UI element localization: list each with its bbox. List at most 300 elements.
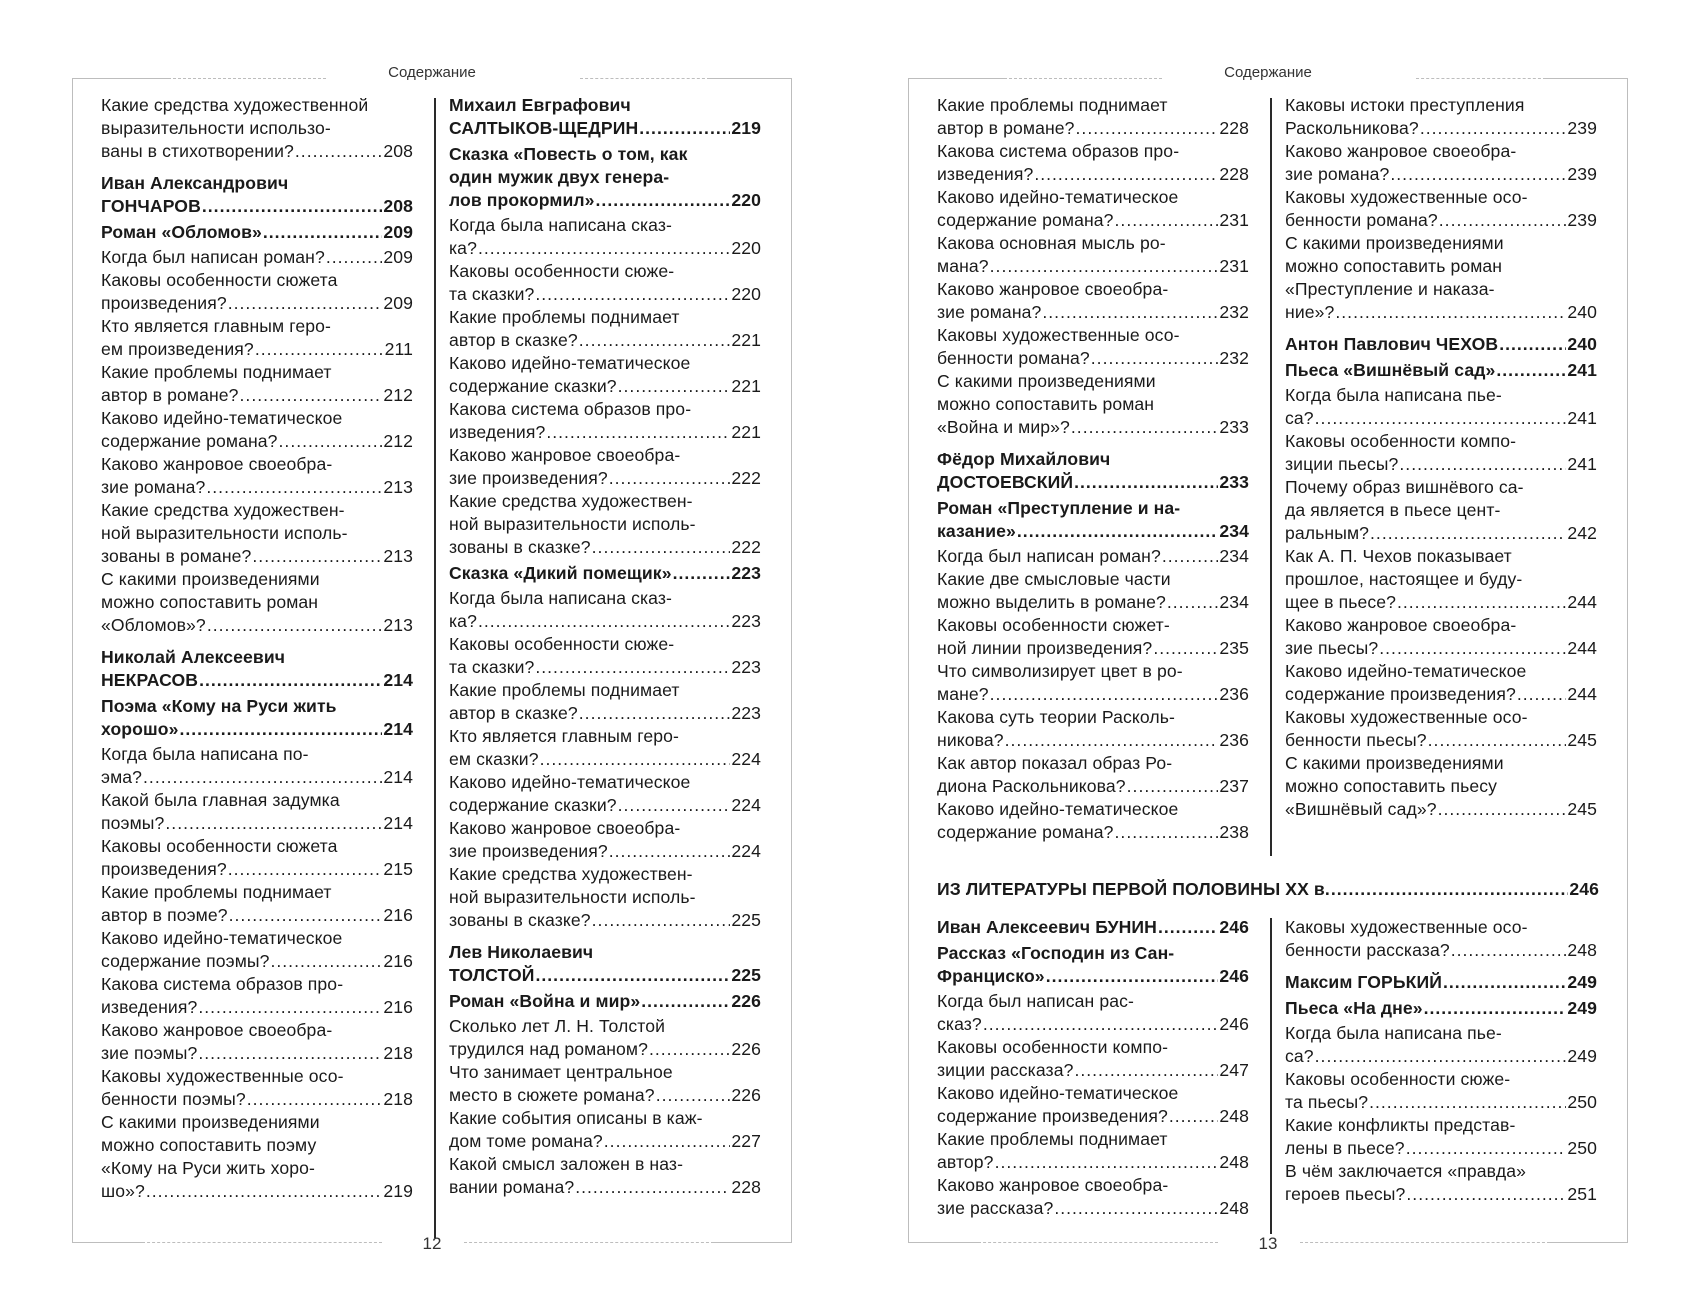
toc-page-number: 231 — [1219, 210, 1249, 230]
toc-author — [101, 172, 413, 218]
toc-page-number: 226 — [731, 991, 761, 1011]
toc-question — [937, 545, 1249, 568]
toc-page-number: 219 — [731, 118, 761, 138]
toc-entry-line: зие пьесы? — [1285, 638, 1379, 658]
dot-leader — [609, 840, 731, 863]
dot-leader — [199, 669, 382, 692]
toc-question — [937, 990, 1249, 1036]
toc-entry-line: зие произведения? — [449, 468, 608, 488]
dot-leader — [228, 858, 383, 881]
toc-question — [937, 614, 1249, 660]
toc-page-number: 248 — [1219, 1106, 1249, 1126]
toc-question — [101, 315, 413, 361]
toc-question — [449, 863, 761, 932]
toc-entry-line: трудился над романом? — [449, 1039, 649, 1059]
column-divider — [1270, 98, 1272, 856]
toc-page-number: 239 — [1567, 164, 1597, 184]
toc-entry-line: та пьесы? — [1285, 1092, 1369, 1112]
toc-entry-line: бенности поэмы? — [101, 1089, 246, 1109]
dot-leader — [1399, 453, 1566, 476]
toc-page-number: 222 — [731, 537, 761, 557]
toc-page-number: 218 — [383, 1089, 413, 1109]
toc-entry-line: изведения? — [449, 422, 546, 442]
toc-entry-line: зие романа? — [937, 302, 1042, 322]
toc-question — [101, 453, 413, 499]
toc-entry-line: Каково идейно-тематическое — [937, 799, 1179, 819]
toc-entry-line: поэмы? — [101, 813, 165, 833]
toc-page-number: 248 — [1219, 1198, 1249, 1218]
toc-entry-line: Каковы особенности сюже- — [449, 634, 675, 654]
toc-entry-line: Роман «Война и мир» — [449, 991, 641, 1011]
section-heading — [937, 878, 1599, 901]
dot-leader — [990, 255, 1219, 278]
toc-author — [449, 94, 761, 140]
toc-entry-line: ГОНЧАРОВ — [101, 196, 201, 216]
toc-entry-line: эма? — [101, 767, 143, 787]
toc-entry-line: Каковы истоки преступления — [1285, 95, 1525, 115]
toc-entry-line: Что занимает центральное — [449, 1062, 673, 1082]
dot-leader — [143, 766, 382, 789]
toc-column-right-1 — [937, 94, 1249, 844]
toc-entry-line: Какие проблемы поднимает — [449, 680, 680, 700]
toc-entry-line: Как А. П. Чехов показывает — [1285, 546, 1512, 566]
toc-entry-line: Каково жанровое своеобра- — [1285, 141, 1517, 161]
toc-author — [1285, 971, 1597, 994]
toc-question — [1285, 476, 1597, 545]
toc-entry-line: Какие проблемы поднимает — [449, 307, 680, 327]
toc-question — [101, 1111, 413, 1203]
dot-leader — [618, 794, 731, 817]
toc-question — [449, 679, 761, 725]
dot-leader — [1406, 1137, 1567, 1160]
dot-leader — [1091, 347, 1219, 370]
dot-leader — [579, 702, 731, 725]
dot-leader — [995, 1151, 1219, 1174]
toc-work — [449, 562, 761, 585]
toc-entry-line: лены в пьесе? — [1285, 1138, 1405, 1158]
toc-entry-line: Какие средства художествен- — [101, 500, 345, 520]
dot-leader — [247, 1088, 383, 1111]
toc-question — [449, 771, 761, 817]
toc-entry-line: автор в романе? — [937, 118, 1075, 138]
toc-page-number: 247 — [1219, 1060, 1249, 1080]
toc-question — [449, 1061, 761, 1107]
dot-leader — [535, 656, 730, 679]
dot-leader — [198, 1042, 382, 1065]
toc-entry-line: Какие проблемы поднимает — [937, 1129, 1168, 1149]
left-page — [72, 64, 792, 1253]
toc-question — [449, 398, 761, 444]
toc-question — [937, 94, 1249, 140]
toc-entry-line: Антон Павлович ЧЕХОВ — [1285, 334, 1499, 354]
toc-entry-line: Какова основная мысль ро- — [937, 233, 1166, 253]
toc-page-number: 212 — [383, 385, 413, 405]
toc-page-number: 246 — [1219, 917, 1249, 937]
toc-entry-line: ка? — [449, 238, 477, 258]
toc-page-number: 250 — [1567, 1092, 1597, 1112]
toc-page-number: 213 — [383, 615, 413, 635]
toc-question — [101, 407, 413, 453]
toc-page-number: 220 — [731, 190, 761, 210]
toc-entry-line: Роман «Преступление и на- — [937, 498, 1181, 518]
toc-entry-line: Каковы художественные осо- — [1285, 707, 1528, 727]
toc-page-number: 224 — [731, 841, 761, 861]
dot-leader — [478, 237, 730, 260]
toc-work — [101, 695, 413, 741]
toc-page-number: 245 — [1567, 799, 1597, 819]
toc-entry-line: са? — [1285, 1046, 1314, 1066]
dot-leader — [1420, 117, 1567, 140]
toc-entry-line: Когда была написана по- — [101, 744, 309, 764]
toc-entry-line: Пьеса «На дне» — [1285, 998, 1423, 1018]
toc-page-number: 228 — [1219, 164, 1249, 184]
toc-entry-line: ем произведения? — [101, 339, 254, 359]
toc-entry-line: Какие средства художествен- — [449, 491, 693, 511]
toc-page-number: 212 — [383, 431, 413, 451]
dot-leader — [1496, 359, 1566, 382]
toc-page-number: 223 — [731, 611, 761, 631]
toc-page-number: 215 — [383, 859, 413, 879]
toc-entry-line: мана? — [937, 256, 989, 276]
toc-entry-line: можно сопоставить пьесу — [1285, 776, 1498, 796]
toc-page-number: 223 — [731, 703, 761, 723]
column-divider — [434, 98, 436, 1238]
toc-entry-line: С какими произведениями — [1285, 753, 1504, 773]
toc-entry-line: Когда была написана пье- — [1285, 1023, 1502, 1043]
dot-leader — [1370, 522, 1566, 545]
toc-page-number: 241 — [1567, 454, 1597, 474]
toc-question — [101, 568, 413, 637]
toc-entry-line: мане? — [937, 684, 989, 704]
toc-entry-line: Какие проблемы поднимает — [101, 362, 332, 382]
toc-question — [937, 1036, 1249, 1082]
toc-entry-line: произведения? — [101, 859, 227, 879]
toc-page-number: 226 — [731, 1085, 761, 1105]
toc-entry-line: Кто является главным геро- — [101, 316, 331, 336]
toc-entry-line: Какие проблемы поднимает — [101, 882, 332, 902]
toc-entry-line: Каково жанровое своеобра- — [449, 818, 681, 838]
toc-entry-line: диона Раскольникова? — [937, 776, 1126, 796]
dot-leader — [1390, 163, 1566, 186]
toc-page-number: 240 — [1567, 302, 1597, 322]
toc-entry-line: зованы в сказке? — [449, 910, 591, 930]
toc-page-number: 216 — [383, 997, 413, 1017]
toc-entry-line: та сказки? — [449, 284, 535, 304]
toc-page-number: 249 — [1567, 1046, 1597, 1066]
toc-entry-line: Каково жанровое своеобра- — [1285, 615, 1517, 635]
toc-entry-line: Каковы особенности сюжета — [101, 836, 338, 856]
toc-question — [937, 278, 1249, 324]
dot-leader — [1071, 416, 1218, 439]
toc-entry-line: ной выразительности исполь- — [449, 887, 696, 907]
toc-question — [449, 817, 761, 863]
toc-entry-line: Какой была главная задумка — [101, 790, 340, 810]
toc-page-number: 244 — [1567, 638, 1597, 658]
toc-entry-line: НЕКРАСОВ — [101, 670, 199, 690]
toc-entry-line: бенности рассказа? — [1285, 940, 1450, 960]
toc-entry-line: Каковы особенности сюжет- — [937, 615, 1170, 635]
toc-entry-line: Сказка «Повесть о том, как — [449, 144, 688, 164]
toc-question — [937, 140, 1249, 186]
dot-leader — [546, 421, 730, 444]
toc-entry-line: Каково жанровое своеобра- — [449, 445, 681, 465]
toc-entry-line: можно сопоставить роман — [101, 592, 319, 612]
dot-leader — [1127, 775, 1219, 798]
toc-question — [449, 444, 761, 490]
toc-entry-line: выразительности использо- — [101, 118, 331, 138]
toc-entry-line: В чём заключается «правда» — [1285, 1161, 1527, 1181]
dot-leader — [1076, 117, 1219, 140]
toc-question — [1285, 706, 1597, 752]
toc-entry-line: «Вишнёвый сад»? — [1285, 799, 1437, 819]
toc-entry-line: можно сопоставить поэму — [101, 1135, 317, 1155]
dot-leader — [228, 292, 383, 315]
toc-entry-line: зие романа? — [1285, 164, 1390, 184]
toc-question — [937, 1082, 1249, 1128]
dot-leader — [609, 467, 731, 490]
toc-question — [449, 725, 761, 771]
toc-entry-line: Фёдор Михайлович — [937, 449, 1111, 469]
toc-entry-line: С какими произведениями — [1285, 233, 1504, 253]
toc-entry-line: Михаил Евграфович — [449, 95, 631, 115]
toc-entry-line: Сколько лет Л. Н. Толстой — [449, 1016, 666, 1036]
dot-leader — [1439, 209, 1567, 232]
toc-work — [937, 942, 1249, 988]
toc-question — [1285, 545, 1597, 614]
toc-entry-line: Когда была написана сказ- — [449, 215, 672, 235]
toc-author — [937, 448, 1249, 494]
toc-entry-line: ка? — [449, 611, 477, 631]
toc-page-number: 248 — [1219, 1152, 1249, 1172]
dot-leader — [618, 375, 731, 398]
toc-entry-line: Какова суть теории Расколь- — [937, 707, 1176, 727]
toc-author — [101, 646, 413, 692]
toc-question — [101, 499, 413, 568]
dot-leader — [1167, 591, 1218, 614]
toc-entry-line: содержание романа? — [101, 431, 278, 451]
dot-leader — [1315, 1045, 1567, 1068]
dot-leader — [1153, 637, 1218, 660]
dot-leader — [673, 562, 731, 585]
toc-page-number: 246 — [1219, 1014, 1249, 1034]
toc-entry-line: Каковы особенности сюже- — [449, 261, 675, 281]
toc-question — [101, 361, 413, 407]
dot-leader — [990, 683, 1219, 706]
dot-leader — [1034, 163, 1218, 186]
toc-question — [101, 881, 413, 927]
toc-question — [937, 878, 1599, 901]
toc-page-number: 224 — [731, 795, 761, 815]
toc-entry-line: ной линии произведения? — [937, 638, 1153, 658]
toc-entry-line: содержание произведения? — [1285, 684, 1516, 704]
toc-page-number: 232 — [1219, 302, 1249, 322]
toc-entry-line: Когда был написан роман? — [937, 546, 1161, 566]
toc-question — [1285, 384, 1597, 430]
dot-leader — [206, 476, 382, 499]
toc-entry-line: зие романа? — [101, 477, 206, 497]
toc-page-number: 251 — [1567, 1184, 1597, 1204]
dot-leader — [1169, 1105, 1219, 1128]
toc-page-number: 213 — [383, 546, 413, 566]
toc-entry-line: ральным? — [1285, 523, 1370, 543]
toc-entry-line: ТОЛСТОЙ — [449, 965, 535, 985]
toc-entry-line: автор в сказке? — [449, 330, 578, 350]
toc-entry-line: Какова система образов про- — [101, 974, 344, 994]
toc-work — [1285, 997, 1597, 1020]
toc-question — [937, 706, 1249, 752]
dot-leader — [1438, 798, 1567, 821]
toc-entry-line: зованы в романе? — [101, 546, 252, 566]
toc-question — [449, 352, 761, 398]
toc-page-number: 221 — [731, 330, 761, 350]
toc-page-number: 239 — [1567, 210, 1597, 230]
toc-entry-line: Иван Александрович — [101, 173, 289, 193]
running-head: Содержание — [388, 64, 476, 81]
toc-question — [101, 1019, 413, 1065]
dot-leader — [1369, 1091, 1566, 1114]
toc-question — [449, 214, 761, 260]
toc-entry-line: дом томе романа? — [449, 1131, 603, 1151]
dot-leader — [1005, 729, 1219, 752]
toc-entry-line: Когда была написана сказ- — [449, 588, 672, 608]
toc-entry-line: Каковы художественные осо- — [101, 1066, 344, 1086]
toc-page-number: 244 — [1567, 592, 1597, 612]
toc-entry-line: Почему образ вишнёвого са- — [1285, 477, 1524, 497]
toc-question — [937, 324, 1249, 370]
toc-page-number: 250 — [1567, 1138, 1597, 1158]
dot-leader — [478, 610, 730, 633]
toc-question — [449, 1015, 761, 1061]
dot-leader — [1115, 821, 1219, 844]
toc-entry-line: ем сказки? — [449, 749, 539, 769]
toc-page-number: 241 — [1567, 360, 1597, 380]
toc-question — [101, 1065, 413, 1111]
toc-entry-line: казание» — [937, 521, 1016, 541]
toc-entry-line: Каково идейно-тематическое — [449, 772, 691, 792]
toc-question — [937, 232, 1249, 278]
toc-entry-line: Какие средства художествен- — [449, 864, 693, 884]
toc-entry-line: никова? — [937, 730, 1004, 750]
toc-entry-line: Какие проблемы поднимает — [937, 95, 1168, 115]
toc-entry-line: место в сюжете романа? — [449, 1085, 655, 1105]
running-head: Содержание — [1224, 64, 1312, 81]
toc-entry-line: Максим ГОРЬКИЙ — [1285, 972, 1442, 992]
toc-question — [1285, 660, 1597, 706]
dot-leader — [592, 536, 731, 559]
toc-page-number: 249 — [1567, 972, 1597, 992]
toc-question — [101, 835, 413, 881]
toc-entry-line: Кто является главным геро- — [449, 726, 679, 746]
toc-page-number: 227 — [731, 1131, 761, 1151]
toc-entry-line: са? — [1285, 408, 1314, 428]
toc-entry-line: шо»? — [101, 1181, 145, 1201]
toc-entry-line: С какими произведениями — [937, 371, 1156, 391]
toc-page-number: 236 — [1219, 730, 1249, 750]
dot-leader — [579, 329, 731, 352]
toc-page-number: 248 — [1567, 940, 1597, 960]
toc-page-number: 211 — [384, 339, 413, 359]
toc-entry-line: «Война и мир»? — [937, 417, 1070, 437]
toc-entry-line: Каково идейно-тематическое — [101, 408, 343, 428]
dot-leader — [1046, 965, 1219, 988]
toc-entry-line: ние»? — [1285, 302, 1335, 322]
toc-entry-line: Как автор показал образ Ро- — [937, 753, 1173, 773]
toc-question — [101, 973, 413, 1019]
toc-question — [101, 789, 413, 835]
toc-page-number: 239 — [1567, 118, 1597, 138]
dot-leader — [649, 1038, 730, 1061]
dot-leader — [1406, 1183, 1566, 1206]
toc-work — [937, 497, 1249, 543]
toc-entry-line: сказ? — [937, 1014, 982, 1034]
toc-question — [1285, 94, 1597, 140]
dot-leader — [252, 545, 382, 568]
toc-question — [449, 1107, 761, 1153]
toc-entry-line: Какова система образов про- — [937, 141, 1180, 161]
dot-leader — [229, 904, 383, 927]
toc-entry-line: содержание романа? — [937, 822, 1114, 842]
toc-page-number: 238 — [1219, 822, 1249, 842]
dot-leader — [1042, 301, 1218, 324]
toc-entry-line: ИЗ ЛИТЕРАТУРЫ ПЕРВОЙ ПОЛОВИНЫ XX в. — [937, 879, 1330, 899]
dot-leader — [1115, 209, 1219, 232]
toc-entry-line: бенности романа? — [937, 348, 1090, 368]
toc-question — [101, 246, 413, 269]
toc-question — [449, 587, 761, 633]
toc-question — [937, 1128, 1249, 1174]
toc-entry-line: Каковы особенности компо- — [1285, 431, 1517, 451]
toc-entry-line: бенности пьесы? — [1285, 730, 1427, 750]
dot-leader — [656, 1084, 731, 1107]
toc-entry-line: Какие средства художественной — [101, 95, 369, 115]
toc-page-number: 214 — [383, 813, 413, 833]
toc-question — [449, 633, 761, 679]
toc-question — [1285, 140, 1597, 186]
toc-column-left-2 — [449, 94, 761, 1199]
toc-entry-line: изведения? — [101, 997, 198, 1017]
toc-entry-line: Каково идейно-тематическое — [101, 928, 343, 948]
toc-page-number: 223 — [731, 563, 761, 583]
toc-page-number: 246 — [1219, 966, 1249, 986]
toc-page-number: 218 — [383, 1043, 413, 1063]
toc-entry-line: содержание романа? — [937, 210, 1114, 230]
dot-leader — [1379, 637, 1566, 660]
dot-leader — [1315, 407, 1567, 430]
toc-question — [449, 490, 761, 559]
toc-page-number: 240 — [1567, 334, 1597, 354]
toc-entry-line: Поэма «Кому на Руси жить — [101, 696, 337, 716]
dot-leader — [1443, 971, 1566, 994]
toc-column-right-3 — [937, 916, 1249, 1220]
dot-leader — [1451, 939, 1567, 962]
toc-page-number: 214 — [383, 767, 413, 787]
toc-entry-line: САЛТЫКОВ-ЩЕДРИН — [449, 118, 639, 138]
dot-leader — [1158, 916, 1218, 939]
toc-work — [101, 221, 413, 244]
toc-page-number: 225 — [731, 910, 761, 930]
toc-author — [1285, 333, 1597, 356]
toc-entry-line: Франциско» — [937, 966, 1045, 986]
toc-page-number: 233 — [1219, 472, 1249, 492]
toc-question — [937, 568, 1249, 614]
dot-leader — [575, 1176, 730, 1199]
toc-entry-line: Николай Алексеевич — [101, 647, 286, 667]
toc-page-number: 216 — [383, 905, 413, 925]
toc-page-number: 236 — [1219, 684, 1249, 704]
toc-page-number: 221 — [731, 376, 761, 396]
toc-page-number: 228 — [1219, 118, 1249, 138]
toc-entry-line: Когда была написана пье- — [1285, 385, 1502, 405]
